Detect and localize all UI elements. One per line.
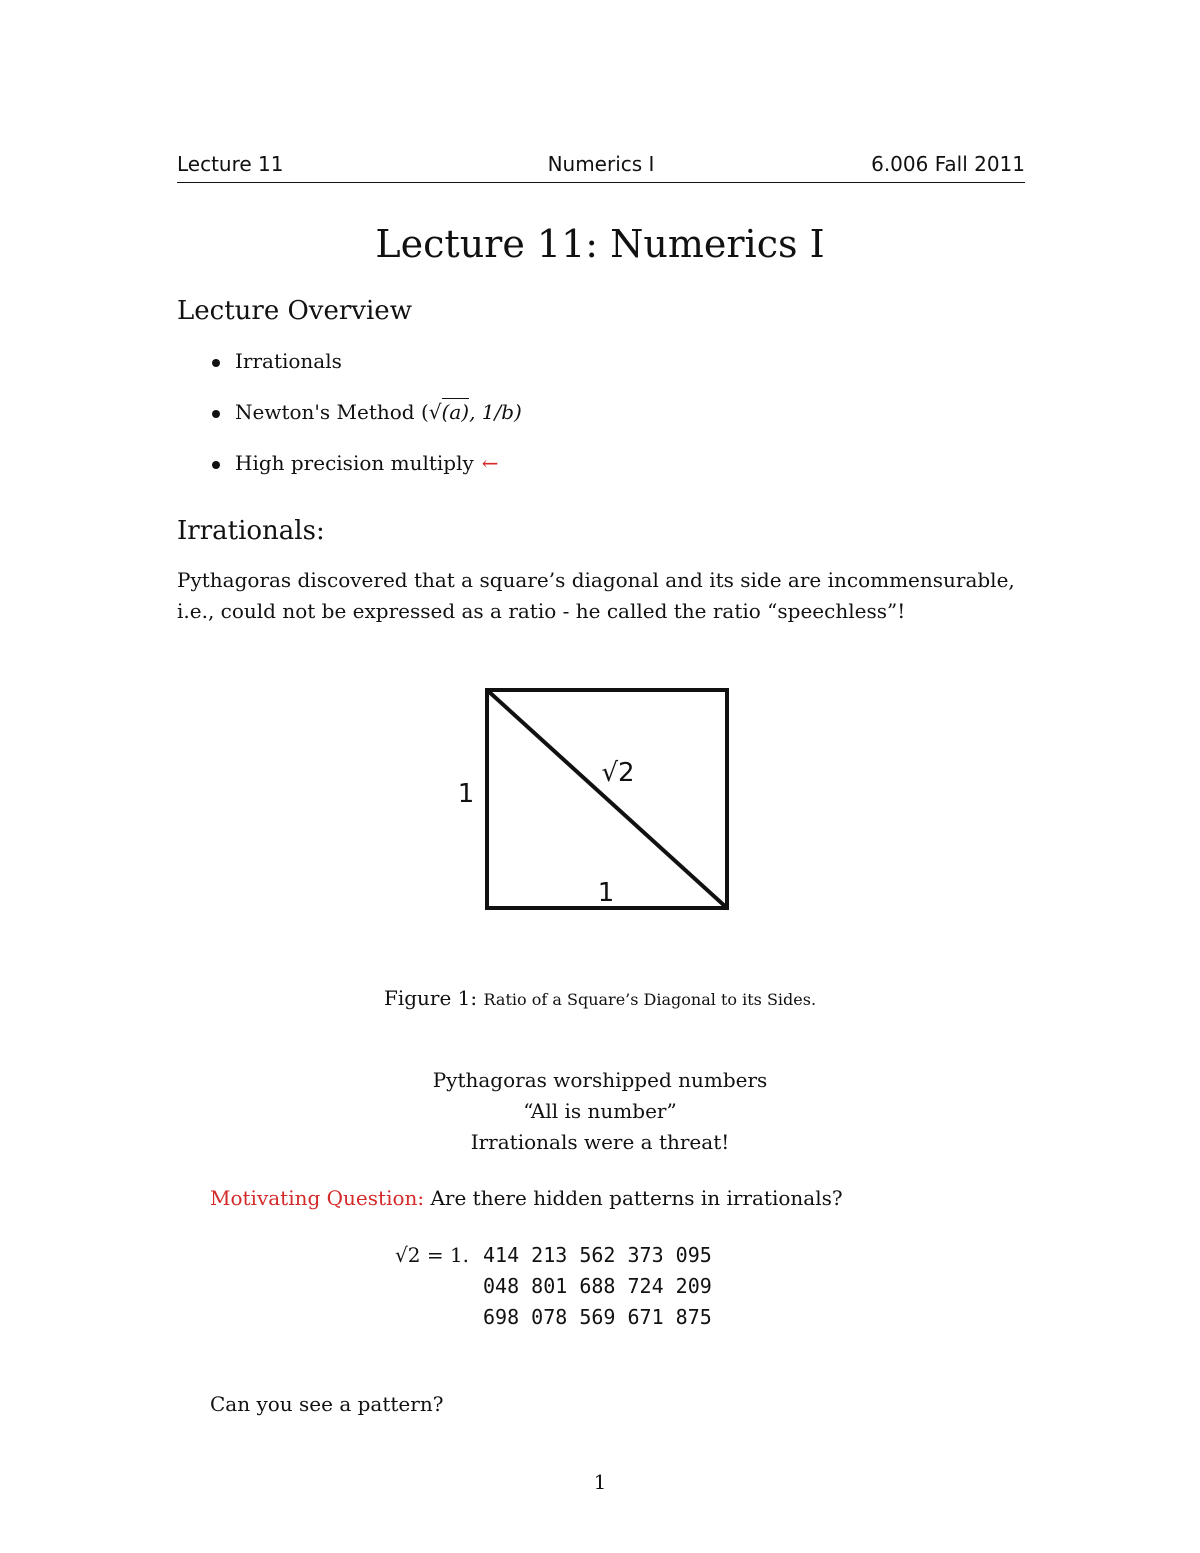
square-diagonal-figure xyxy=(440,670,760,920)
running-header xyxy=(177,150,1025,183)
page-title: Lecture 11: Numerics I xyxy=(375,222,825,266)
list-item xyxy=(210,346,522,397)
list-item-text: Newton's Method ( xyxy=(235,400,429,424)
list-item xyxy=(210,397,522,448)
sqrt-radicand: (a) xyxy=(441,400,470,424)
expansion-row xyxy=(395,1271,712,1302)
header-topic: Numerics I xyxy=(547,152,655,176)
expansion-row xyxy=(395,1302,712,1333)
side-label-left: 1 xyxy=(457,779,475,809)
motivating-question xyxy=(210,1186,843,1210)
newton-tail: , 1/b) xyxy=(469,400,522,424)
left-arrow-icon: ← xyxy=(481,451,499,475)
expansion-row xyxy=(395,1240,712,1271)
diagonal-label: √2 xyxy=(601,758,635,788)
expansion-digits: 414 213 562 373 095 xyxy=(483,1243,712,1267)
quote-line: Pythagoras worshipped numbers xyxy=(432,1068,768,1092)
diagonal-line xyxy=(487,690,727,908)
caption-text: Ratio of a Square’s Diagonal to its Sides. xyxy=(483,990,817,1009)
irrationals-paragraph: Pythagoras discovered that a square’s diagonal and its side are incommensurable, i.e., could not be expressed as a ratio - he called the ratio “speechless”! xyxy=(177,568,1015,623)
header-lecture-number: Lecture 11 xyxy=(177,152,284,176)
sqrt2-expansion xyxy=(395,1240,712,1333)
list-item xyxy=(210,448,522,499)
quote-line: “All is number” xyxy=(523,1099,677,1123)
side-label-bottom: 1 xyxy=(597,878,615,908)
list-item-text: High precision multiply xyxy=(235,451,474,475)
figure-caption xyxy=(0,986,1200,1010)
overview-heading: Lecture Overview xyxy=(177,296,412,326)
expansion-digits: 048 801 688 724 209 xyxy=(483,1274,712,1298)
irrationals-heading: Irrationals: xyxy=(177,516,325,546)
sqrt-symbol: √(a) xyxy=(428,400,470,424)
closing-question: Can you see a pattern? xyxy=(210,1392,444,1416)
overview-list xyxy=(210,346,522,499)
caption-prefix: Figure 1: xyxy=(383,986,478,1010)
motivating-label: Motivating Question: xyxy=(210,1186,425,1210)
list-item-text: Irrationals xyxy=(235,349,342,373)
motivating-text: Are there hidden patterns in irrationals? xyxy=(430,1186,843,1210)
expansion-lhs: √2 = 1. xyxy=(395,1243,470,1267)
page-number: 1 xyxy=(593,1470,607,1494)
quote-line: Irrationals were a threat! xyxy=(470,1130,730,1154)
header-course: 6.006 Fall 2011 xyxy=(871,152,1025,176)
expansion-digits: 698 078 569 671 875 xyxy=(483,1305,712,1329)
